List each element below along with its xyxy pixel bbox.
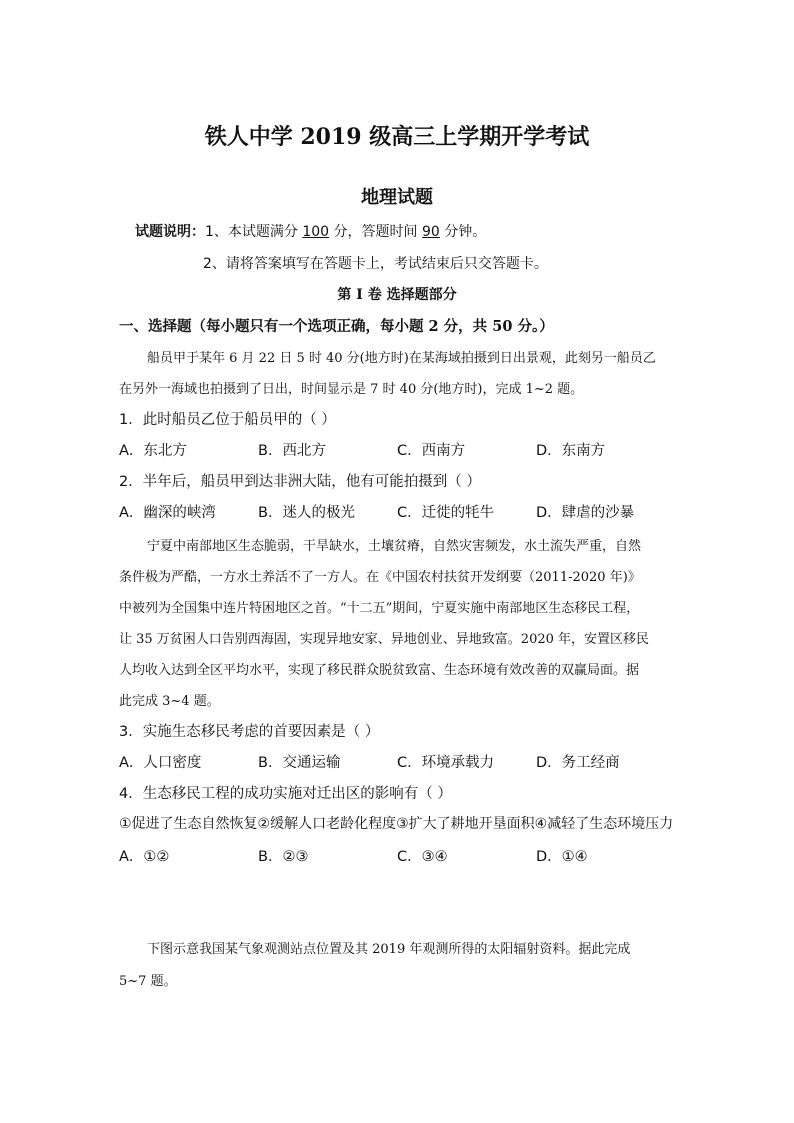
material-2-line: 中被列为全国集中连片特困地区之首。“十二五”期间，宁夏实施中南部地区生态移民工程，	[119, 601, 640, 616]
section-title: 一、选择题（每小题只有一个选项正确，每小题 2 分，共 50 分。）	[119, 318, 554, 335]
full-score: 100	[302, 224, 330, 240]
q3-option-d: D．务工经商	[536, 755, 620, 771]
q4-option-d: D．①④	[536, 849, 588, 865]
instructions-label: 试题说明：	[135, 224, 205, 240]
q2-option-a: A．幽深的峡湾	[119, 505, 216, 521]
q3-option-b: B．交通运输	[258, 755, 341, 771]
instructions-line-1	[135, 221, 486, 241]
q1-option-a: A．东北方	[119, 443, 187, 459]
question-4-stem: 4．生态移民工程的成功实施对迁出区的影响有（ ）	[119, 786, 452, 802]
subject-title: 地理试题	[361, 187, 433, 208]
q4-option-a: A．①②	[119, 849, 170, 865]
q2-option-b: B．迷人的极光	[258, 505, 355, 521]
material-2-line: 宁夏中南部地区生态脆弱，干旱缺水，土壤贫瘠，自然灾害频发，水土流失严重，自然	[147, 539, 642, 554]
question-1-stem: 1．此时船员乙位于船员甲的（ ）	[119, 412, 336, 428]
q1-option-b: B．西北方	[258, 443, 326, 459]
exam-title: 铁人中学 2019 级高三上学期开学考试	[204, 124, 590, 150]
material-1-line: 船员甲于某年 6 月 22 日 5 时 40 分(地方时)在某海域拍摄到日出景观，此刻另一船员乙	[147, 351, 656, 366]
question-2-stem: 2．半年后，船员甲到达非洲大陆，他有可能拍摄到（ ）	[119, 474, 481, 490]
exam-duration: 90	[422, 224, 440, 240]
q4-option-b: B．②③	[258, 849, 309, 865]
q2-option-d: D．肆虐的沙暴	[536, 505, 635, 521]
material-3-line: 5~7 题。	[119, 974, 177, 989]
material-3-line: 下图示意我国某气象观测站点位置及其 2019 年观测所得的太阳辐射资料。据此完成	[147, 942, 631, 957]
material-1-line: 在另外一海域也拍摄到了日出，时间显示是 7 时 40 分(地方时)，完成 1~2 题。	[119, 382, 584, 397]
material-2-line: 此完成 3~4 题。	[119, 694, 220, 709]
q2-option-c: C．迁徙的牦牛	[397, 505, 495, 521]
instructions-text-a: 1、本试题满分	[205, 224, 303, 240]
instructions-text-c: 分钟。	[439, 224, 487, 240]
q4-option-c: C．③④	[397, 849, 448, 865]
q3-option-a: A．人口密度	[119, 755, 202, 771]
instructions-line-2: 2、请将答案填写在答题卡上，考试结束后只交答题卡。	[203, 256, 548, 272]
question-3-stem: 3．实施生态移民考虑的首要因素是（ ）	[119, 724, 380, 740]
q3-option-c: C．环境承载力	[397, 755, 495, 771]
instructions-text-b: 分，答题时间	[329, 224, 422, 240]
material-2-line: 让 35 万贫困人口告别西海固，实现异地安家、异地创业、异地致富。2020 年，安置区移民	[119, 632, 650, 647]
q1-option-c: C．西南方	[397, 443, 466, 459]
material-2-line: 人均收入达到全区平均水平，实现了移民群众脱贫致富、生态环境有效改善的双赢局面。据	[119, 663, 640, 678]
material-2-line: 条件极为严酷，一方水土养活不了一方人。在《中国农村扶贫开发纲要（2011-2020 年)》	[119, 570, 641, 585]
volume-title: 第 I 卷 选择题部分	[337, 287, 457, 303]
q1-option-d: D．东南方	[536, 443, 606, 459]
question-4-statements: ①促进了生态自然恢复②缓解人口老龄化程度③扩大了耕地开垦面积④减轻了生态环境压力	[119, 816, 674, 832]
